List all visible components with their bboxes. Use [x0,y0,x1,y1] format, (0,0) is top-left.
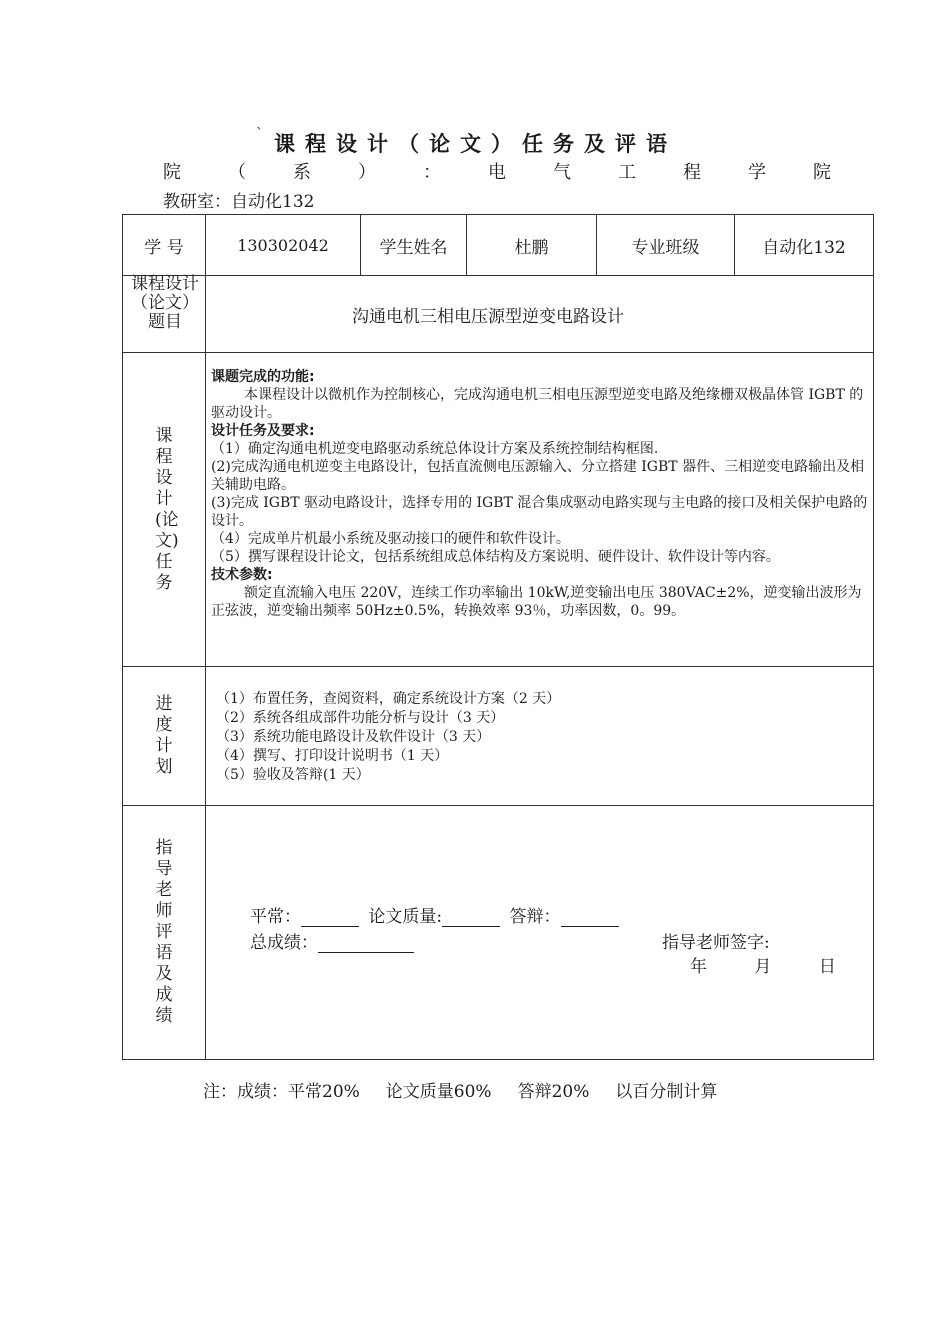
signature-label: 指导老师签字: [662,933,770,953]
table-border-right [873,214,874,1060]
year-label: 年 [690,957,707,977]
evaluation-label-text: 指导老师评语及成绩 [155,838,173,1026]
college-line [163,158,831,184]
progress-item: （2）系统各组成部件功能分析与设计（3 天） [216,710,505,726]
total-score-label: 总成绩： [250,933,318,953]
row-divider [122,805,874,806]
day-label: 日 [818,957,836,977]
month-label: 月 [754,957,772,977]
requirement-item: （1）确定沟通电机逆变电路驱动系统总体设计方案及系统控制结构框图. [211,441,659,457]
student-name-value: 杜鹏 [514,237,549,258]
task-label-text: 课程设计(论文)任务 [155,425,179,593]
title-mark: ` [256,126,263,142]
department-line: 教研室：自动化132 [163,192,315,212]
task-content [211,368,869,620]
requirement-item: （5）撰写课程设计论文，包括系统组成总体结构及方案说明、硬件设计、软件设计等内容。 [211,549,780,565]
student-id-value: 130302042 [237,235,329,255]
requirement-item: (3)完成 IGBT 驱动电路设计，选择专用的 IGBT 混合集成驱动电路实现与主电路的接口及相关保护电路的设计。 [211,495,868,529]
student-id-label: 学 号 [144,237,184,258]
total-line [250,928,414,953]
college-char: ： [423,162,441,183]
college-char: 工 [618,162,636,183]
college-char: 程 [683,162,701,183]
college-char: 系 [293,162,311,183]
row-divider [122,352,874,353]
college-char: （ [228,162,246,183]
progress-item: （1）布置任务，查阅资料，确定系统设计方案（2 天） [216,691,561,707]
progress-label [123,667,205,805]
college-char: 气 [553,162,571,183]
page-title: 课程设计（论文）任务及评语 [274,132,677,156]
normal-score-field[interactable] [301,908,359,927]
progress-list [216,690,560,785]
defense-score-field[interactable] [561,908,619,927]
normal-score-label: 平常： [250,907,301,927]
college-char: 院 [163,162,181,183]
topic-label: 课程设计（论文）题目 [131,274,199,332]
progress-label-text: 进度计划 [155,694,173,777]
college-char: ） [358,162,376,183]
college-char: 院 [813,162,831,183]
grading-note [203,1077,717,1102]
class-label: 专业班级 [631,237,700,258]
evaluation-label [123,806,205,1059]
row-divider [122,666,874,667]
progress-item: （3）系统功能电路设计及软件设计（3 天） [216,729,491,745]
requirement-item: (2)完成沟通电机逆变主电路设计，包括直流侧电压源输入、分立搭建 IGBT 器件、三相逆变电路输出及相关辅助电路。 [211,459,865,493]
params-heading: 技术参数: [211,567,273,583]
defense-score-label: 答辩： [509,907,561,927]
college-char: 电 [488,162,506,183]
class-value: 自动化132 [762,237,846,258]
student-name-label: 学生姓名 [379,237,448,258]
params-text: 额定直流输入电压 220V，连续工作功率输出 10kW,逆变输出电压 380VAC±2%，逆变输出波形为正弦波，逆变输出频率 50Hz±0.5%，转换效率 93％，功率因数，0。99。 [211,585,862,619]
quality-score-field[interactable] [442,908,500,927]
score-line [250,902,619,927]
function-heading: 课题完成的功能: [211,369,315,385]
progress-item: （4）撰写、打印设计说明书（1 天） [216,748,449,764]
requirement-item: （4）完成单片机最小系统及驱动接口的硬件和软件设计。 [211,531,570,547]
task-label [123,353,205,666]
quality-score-label: 论文质量: [368,907,443,927]
note-quality: 论文质量60% [385,1082,492,1102]
college-char: 学 [748,162,766,183]
table-border-bottom [122,1059,874,1060]
note-defense: 答辩20% [517,1082,590,1102]
requirements-heading: 设计任务及要求: [211,423,315,439]
note-method: 以百分制计算 [615,1082,718,1102]
note-prefix: 注：成绩：平常20% [203,1082,360,1102]
function-text: 本课程设计以微机作为控制核心，完成沟通电机三相电压源型逆变电路及绝缘栅双极晶体管 IGBT 的驱动设计。 [211,387,864,421]
progress-item: （5）验收及答辩(1 天） [216,767,370,783]
topic-value: 沟通电机三相电压源型逆变电路设计 [352,306,624,327]
total-score-field[interactable] [318,934,414,953]
date-line [690,952,836,977]
